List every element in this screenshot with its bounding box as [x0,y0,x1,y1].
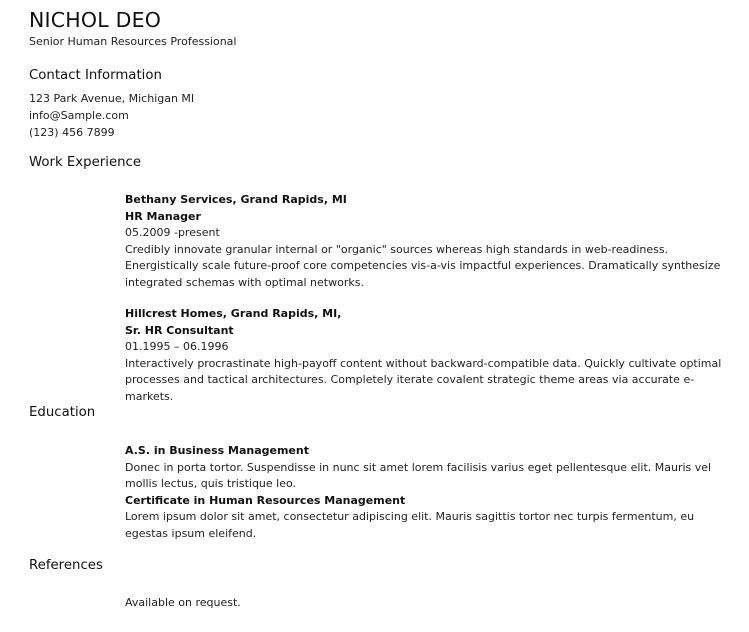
references-heading: References [29,558,103,573]
job-company: Hillcrest Homes, Grand Rapids, MI, [125,307,342,320]
education-list [125,443,737,542]
candidate-name: NICHOL DEO [29,8,162,32]
work-heading: Work Experience [29,155,142,170]
references-text: Available on request. [125,596,241,609]
job-entry [125,192,737,291]
education-degree: Certificate in Human Resources Management [125,493,406,507]
job-description: Credibly innovate granular internal or "organic" sources whereas high standards in web-readiness. Energistically scale future-proof core competencies vis-a-vis impactful experiences. Dramatically synthesize integrated schemas with optimal networks. [125,242,721,289]
job-title: Sr. HR Consultant [125,323,234,337]
job-dates: 01.1995 – 06.1996 [125,340,229,353]
contact-phone: (123) 456 7899 [29,126,115,139]
job-title: HR Manager [125,209,201,223]
contact-email: info@Sample.com [29,109,129,122]
contact-address: 123 Park Avenue, Michigan MI [29,92,195,105]
contact-details [29,90,194,141]
job-company: Bethany Services, Grand Rapids, MI [125,193,347,206]
job-description: Interactively procrastinate high-payoff content without backward-compatible data. Quickly cultivate optimal processes and tactical architectures. Completely iterate covalent strategic theme areas via accurate e-markets. [125,356,722,403]
contact-heading: Contact Information [29,68,162,83]
education-description: Lorem ipsum dolor sit amet, consectetur adipiscing elit. Mauris sagittis tortor nec turpis fermentum, eu egestas ipsum eleifend. [125,510,695,540]
education-degree: A.S. in Business Management [125,444,309,457]
candidate-subtitle: Senior Human Resources Professional [29,35,237,48]
job-entry [125,306,737,405]
job-dates: 05.2009 -present [125,226,220,239]
education-heading: Education [29,405,96,420]
education-description: Donec in porta tortor. Suspendisse in nunc sit amet lorem facilisis varius eget pellentesque elit. Mauris vel mollis lectus, quis tristique leo. [125,460,712,490]
